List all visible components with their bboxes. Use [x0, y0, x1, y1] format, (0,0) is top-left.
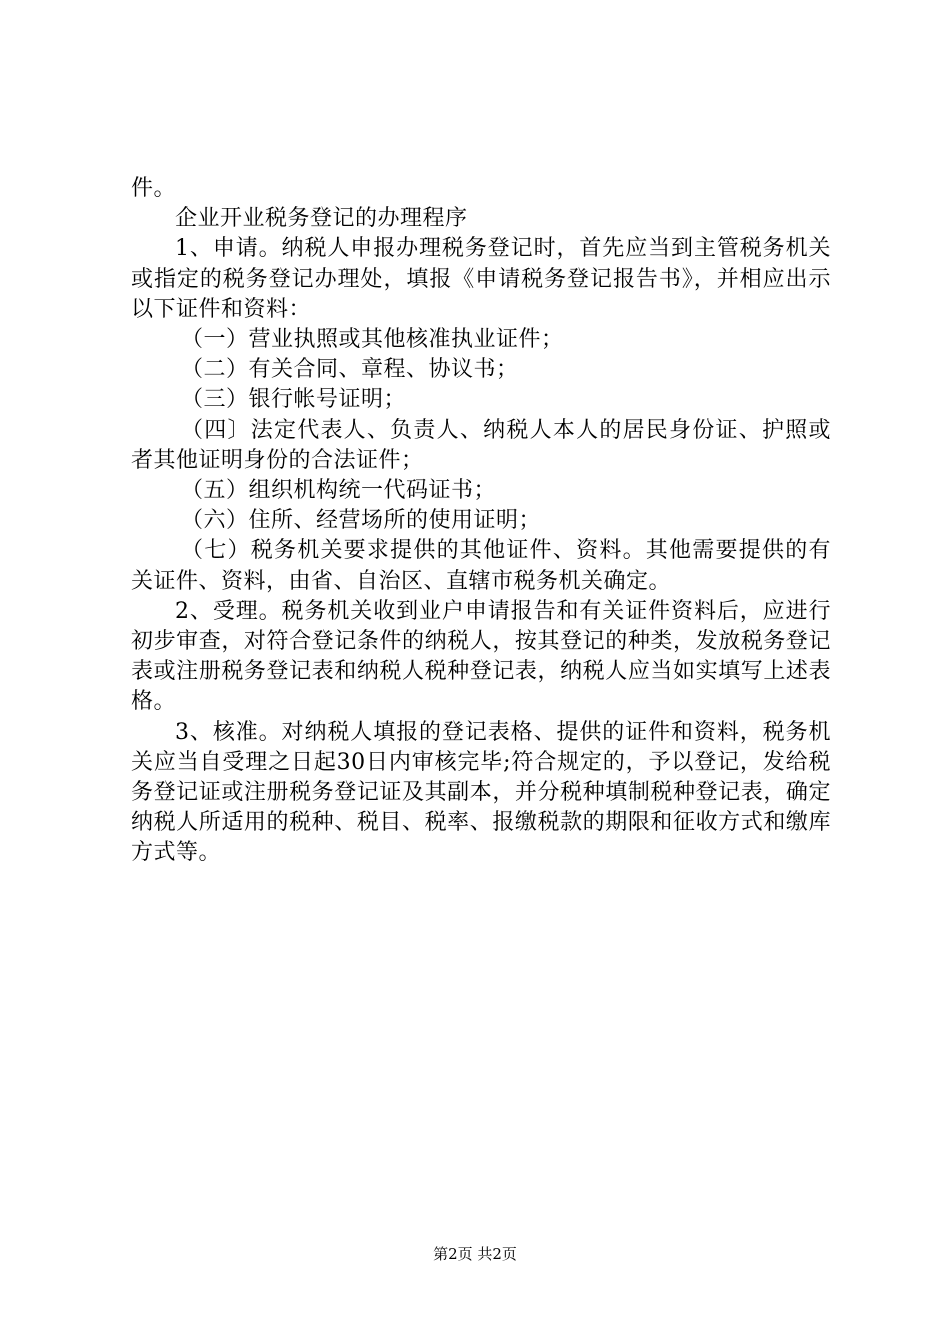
- paragraph-continuation: 件。: [131, 176, 177, 201]
- paragraph-step-accept: 2、受理。税务机关收到业户申请报告和有关证件资料后，应进行初步审查，对符合登记条件的纳税人，按其登记的种类，发放税务登记表或注册税务登记表和纳税人税种登记表，纳税人应当如实填写上述表格。: [131, 598, 831, 715]
- list-item-license: （一）营业执照或其他核准执业证件；: [181, 327, 564, 353]
- section-heading: 企业开业税务登记的办理程序: [175, 206, 468, 232]
- document-body: [131, 174, 831, 869]
- list-item-bank-account: （三）银行帐号证明；: [181, 387, 407, 413]
- page-footer: [0, 1244, 950, 1264]
- paragraph-step-apply: 1、申请。纳税人申报办理税务登记时，首先应当到主管税务机关或指定的税务登记办理处，填报《申请税务登记报告书》，并相应出示以下证件和资料：: [131, 236, 831, 322]
- list-item-contracts: （二）有关合同、章程、协议书；: [181, 357, 519, 383]
- page-number: 第2页 共2页: [433, 1245, 517, 1263]
- paragraph-step-approve: 3、核准。对纳税人填报的登记表格、提供的证件和资料，税务机关应当自受理之日起30日内审核完毕;符合规定的，予以登记，发给税务登记证或注册税务登记证及其副本，并分税种填制税种登记表，确定纳税人所适用的税种、税目、税率、报缴税款的期限和征收方式和缴库方式等。: [131, 719, 831, 866]
- list-item-org-code: （五）组织机构统一代码证书；: [181, 478, 497, 504]
- list-item-identity: （四〕法定代表人、负责人、纳税人本人的居民身份证、护照或者其他证明身份的合法证件；: [131, 417, 831, 473]
- list-item-other-docs: （七）税务机关要求提供的其他证件、资料。其他需要提供的有关证件、资料，由省、自治区、直辖市税务机关确定。: [131, 538, 831, 594]
- list-item-premises: （六）住所、经营场所的使用证明；: [181, 508, 542, 534]
